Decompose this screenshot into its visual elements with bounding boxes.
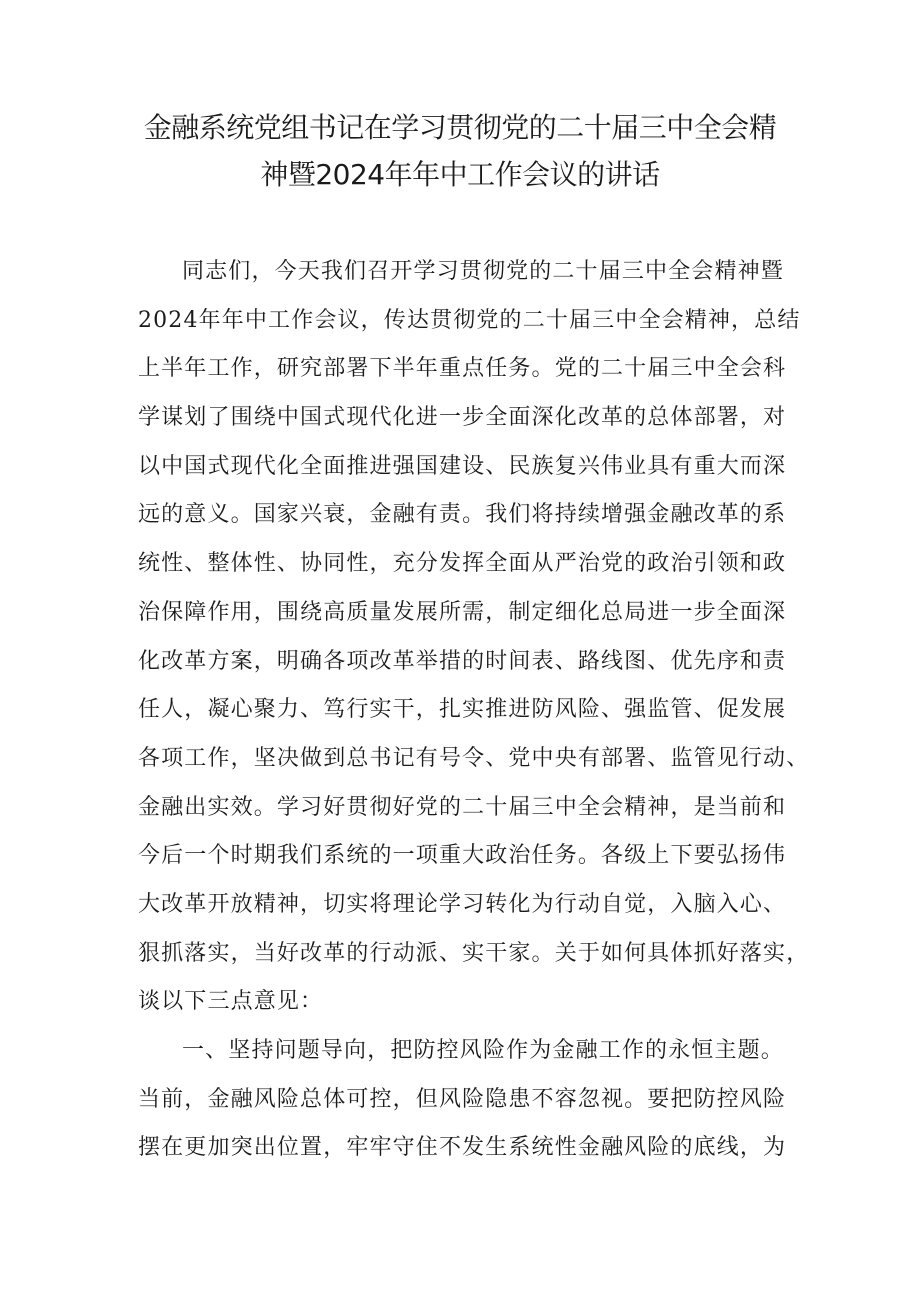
body-line: 谈以下三点意见： <box>138 989 324 1015</box>
body-line: 远的意义。国家兴衰，金融有责。我们将持续增强金融改革的系 <box>138 502 787 528</box>
body-line: 上半年工作，研究部署下半年重点任务。党的二十届三中全会科 <box>138 356 787 382</box>
body-line: 以中国式现代化全面推进强国建设、民族复兴伟业具有重大而深 <box>138 453 787 479</box>
body-line: 学谋划了围绕中国式现代化进一步全面深化改革的总体部署，对 <box>138 405 787 431</box>
title-line-1: 金融系统党组书记在学习贯彻党的二十届三中全会精 <box>143 111 777 144</box>
body-line: 摆在更加突出位置，牢牢守住不发生系统性金融风险的底线，为 <box>138 1135 787 1161</box>
body-line: 统性、整体性、协同性，充分发挥全面从严治党的政治引领和政 <box>138 551 787 577</box>
body-line: 任人，凝心聚力、笃行实干，扎实推进防风险、强监管、促发展 <box>138 697 787 723</box>
body-line: 金融出实效。学习好贯彻好党的二十届三中全会精神，是当前和 <box>138 794 787 820</box>
body-line: 各项工作，坚决做到总书记有号令、党中央有部署、监管见行动、 <box>138 745 810 771</box>
document-title <box>120 104 800 198</box>
body-line: 当前，金融风险总体可控，但风险隐患不容忽视。要把防控风险 <box>138 1086 787 1112</box>
body-line: 今后一个时期我们系统的一项重大政治任务。各级上下要弘扬伟 <box>138 843 787 869</box>
body-line: 2024年年中工作会议，传达贯彻党的二十届三中全会精神，总结 <box>138 307 801 333</box>
body-line: 化改革方案，明确各项改革举措的时间表、路线图、优先序和责 <box>138 648 787 674</box>
title-line-2: 神暨2024年年中工作会议的讲话 <box>260 158 660 191</box>
document-body <box>138 248 810 1173</box>
body-line: 同志们，今天我们召开学习贯彻党的二十届三中全会精神暨 <box>182 259 784 284</box>
body-line: 治保障作用，围绕高质量发展所需，制定细化总局进一步全面深 <box>138 599 787 625</box>
body-line: 狠抓落实，当好改革的行动派、实干家。关于如何具体抓好落实， <box>138 940 810 966</box>
body-line: 大改革开放精神，切实将理论学习转化为行动自觉，入脑入心、 <box>138 891 787 917</box>
section-heading-line: 一、坚持问题导向，把防控风险作为金融工作的永恒主题。 <box>182 1038 784 1063</box>
